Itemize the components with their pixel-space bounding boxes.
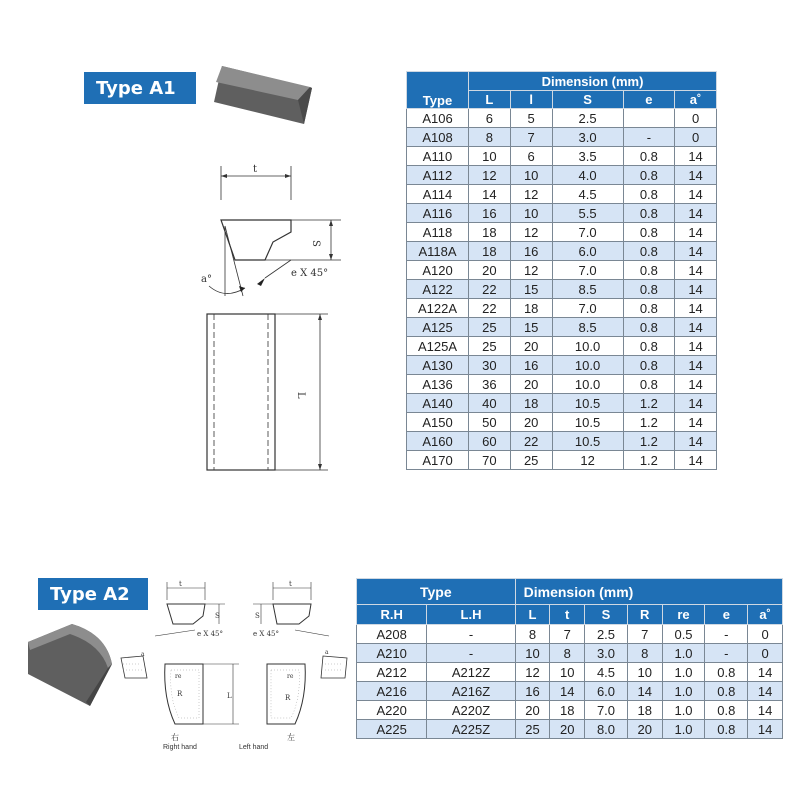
table-row xyxy=(407,280,717,299)
table-cell: 0.8 xyxy=(623,318,675,337)
table-cell: 22 xyxy=(510,432,552,451)
table-cell: A160 xyxy=(407,432,469,451)
type-a1-front-view-drawing xyxy=(200,308,340,478)
table-cell: - xyxy=(705,625,748,644)
table-cell: - xyxy=(705,644,748,663)
table-cell: 0.8 xyxy=(623,242,675,261)
table-cell: 14 xyxy=(675,432,717,451)
table-cell: 4.0 xyxy=(552,166,623,185)
table-row xyxy=(407,413,717,432)
caption-left-hand: Left hand xyxy=(239,744,269,751)
table-cell: A122A xyxy=(407,299,469,318)
table-cell: 14 xyxy=(675,299,717,318)
table-cell: A120 xyxy=(407,261,469,280)
table-row xyxy=(407,204,717,223)
table-cell: A225Z xyxy=(427,720,515,739)
table-cell: 25 xyxy=(510,451,552,470)
table-cell: 12 xyxy=(510,185,552,204)
table-cell: 2.5 xyxy=(552,109,623,128)
dim-re-right-label: re xyxy=(287,673,294,680)
dim-re-left-label: re xyxy=(175,673,182,680)
table-cell: 0.8 xyxy=(623,204,675,223)
dim-a-left-label: a xyxy=(141,651,145,658)
table-cell: 10.0 xyxy=(552,337,623,356)
table-cell: A118A xyxy=(407,242,469,261)
table-cell: 0.8 xyxy=(623,147,675,166)
table-cell: 0.8 xyxy=(705,663,748,682)
table-cell: 1.0 xyxy=(662,720,705,739)
table-cell: 18 xyxy=(627,701,662,720)
table-cell: 1.2 xyxy=(623,413,675,432)
table-cell: 15 xyxy=(510,280,552,299)
table-cell: 10 xyxy=(515,644,550,663)
table-cell: 14 xyxy=(675,375,717,394)
table-cell: - xyxy=(427,644,515,663)
table-row xyxy=(407,375,717,394)
col-dimension-header: Dimension (mm) xyxy=(515,579,782,605)
table-cell: 10 xyxy=(550,663,585,682)
table-cell: 14 xyxy=(675,223,717,242)
table-cell: 0.8 xyxy=(623,356,675,375)
table-cell: 40 xyxy=(469,394,511,413)
dim-s-label: S xyxy=(310,240,321,247)
dim-chamfer-right-label: e X 45° xyxy=(253,630,279,638)
table-cell: 5 xyxy=(510,109,552,128)
table-cell: 14 xyxy=(748,682,783,701)
table-row xyxy=(357,720,783,739)
table-cell: 8 xyxy=(469,128,511,147)
table-row xyxy=(407,242,717,261)
table-cell: 14 xyxy=(627,682,662,701)
table-cell: A210 xyxy=(357,644,427,663)
type-a1-insert-image xyxy=(214,60,320,130)
table-cell: 0 xyxy=(748,625,783,644)
table-row xyxy=(407,128,717,147)
table-cell: 12 xyxy=(515,663,550,682)
table-cell: 3.5 xyxy=(552,147,623,166)
table-cell: A116 xyxy=(407,204,469,223)
table-cell: A220 xyxy=(357,701,427,720)
table-cell: A212 xyxy=(357,663,427,682)
column-header: e xyxy=(705,605,748,625)
dim-t-right-label: t xyxy=(289,580,292,588)
type-a2-insert-image xyxy=(20,620,115,710)
caption-right-hand-cn: 右 xyxy=(171,733,179,742)
column-header: R xyxy=(627,605,662,625)
column-header: l xyxy=(510,91,552,109)
table-cell: 50 xyxy=(469,413,511,432)
table-cell: 14 xyxy=(675,318,717,337)
table-cell: 6 xyxy=(469,109,511,128)
table-cell: 25 xyxy=(469,318,511,337)
table-cell: 12 xyxy=(469,166,511,185)
table-cell: 0 xyxy=(675,128,717,147)
table-cell: 14 xyxy=(675,413,717,432)
table-row xyxy=(407,318,717,337)
table-cell: 14 xyxy=(469,185,511,204)
table-cell: 10.0 xyxy=(552,356,623,375)
caption-left-hand-cn: 左 xyxy=(287,733,295,742)
dim-a-label: a° xyxy=(201,274,212,285)
table-cell: A118 xyxy=(407,223,469,242)
table-cell: 12 xyxy=(510,223,552,242)
type-a2-label: Type A2 xyxy=(38,578,148,610)
table-cell: 6 xyxy=(510,147,552,166)
table-cell: 8.5 xyxy=(552,280,623,299)
table-cell: 8 xyxy=(627,644,662,663)
table-cell: A140 xyxy=(407,394,469,413)
table-row xyxy=(407,356,717,375)
table-cell: 0.8 xyxy=(623,375,675,394)
table-cell: 22 xyxy=(469,299,511,318)
dim-s-left-label: S xyxy=(215,612,220,620)
table-cell: 18 xyxy=(469,223,511,242)
table-cell: 14 xyxy=(675,147,717,166)
table-cell: 7.0 xyxy=(552,299,623,318)
table-cell: A125A xyxy=(407,337,469,356)
table-cell: 7 xyxy=(627,625,662,644)
table-cell: A208 xyxy=(357,625,427,644)
dim-r-left-label: R xyxy=(177,690,183,698)
table-cell: 1.0 xyxy=(662,663,705,682)
table-cell: 5.5 xyxy=(552,204,623,223)
table-cell: 12 xyxy=(510,261,552,280)
table-cell: 7 xyxy=(550,625,585,644)
table-cell: 0.8 xyxy=(623,185,675,204)
table-cell: 0.8 xyxy=(623,261,675,280)
table-cell: 10 xyxy=(510,204,552,223)
table-cell: 0.8 xyxy=(705,682,748,701)
table-cell: A170 xyxy=(407,451,469,470)
table-row xyxy=(407,394,717,413)
column-header: S xyxy=(552,91,623,109)
dim-chamfer-left-label: e X 45° xyxy=(197,630,223,638)
table-cell: 8 xyxy=(550,644,585,663)
table-cell: 7.0 xyxy=(585,701,628,720)
table-cell: 20 xyxy=(510,337,552,356)
table-cell: A108 xyxy=(407,128,469,147)
table-cell: 0.8 xyxy=(623,337,675,356)
table-cell: 20 xyxy=(469,261,511,280)
table-cell: A114 xyxy=(407,185,469,204)
table-cell: 10.5 xyxy=(552,432,623,451)
table-cell: A112 xyxy=(407,166,469,185)
table-cell: 30 xyxy=(469,356,511,375)
table-cell: A110 xyxy=(407,147,469,166)
table-cell: 0.5 xyxy=(662,625,705,644)
table-row xyxy=(357,663,783,682)
table-cell: 10.5 xyxy=(552,413,623,432)
table-cell: 70 xyxy=(469,451,511,470)
column-header: e xyxy=(623,91,675,109)
table-cell: 1.0 xyxy=(662,701,705,720)
table-cell: 36 xyxy=(469,375,511,394)
table-cell: 4.5 xyxy=(585,663,628,682)
table-cell: 22 xyxy=(469,280,511,299)
table-row xyxy=(407,432,717,451)
table-cell: A136 xyxy=(407,375,469,394)
column-header: S xyxy=(585,605,628,625)
table-cell: A122 xyxy=(407,280,469,299)
table-row xyxy=(407,299,717,318)
type-a2-dimension-table xyxy=(356,578,783,739)
table-cell: 14 xyxy=(675,185,717,204)
col-type-header: Type xyxy=(407,72,469,109)
type-a2-drawings xyxy=(115,578,355,753)
table-cell: 20 xyxy=(510,413,552,432)
table-cell: 14 xyxy=(550,682,585,701)
table-row xyxy=(357,644,783,663)
table-cell: 14 xyxy=(748,701,783,720)
table-cell: 25 xyxy=(469,337,511,356)
table-cell: A225 xyxy=(357,720,427,739)
table-cell: 60 xyxy=(469,432,511,451)
table-cell: A130 xyxy=(407,356,469,375)
column-header: t xyxy=(550,605,585,625)
table-cell: 25 xyxy=(515,720,550,739)
dim-s-right-label: S xyxy=(255,612,260,620)
column-header: a˚ xyxy=(675,91,717,109)
table-cell: 20 xyxy=(515,701,550,720)
table-cell: 6.0 xyxy=(552,242,623,261)
dim-t-label: t xyxy=(253,164,258,175)
table-row xyxy=(407,223,717,242)
type-a1-dimension-table xyxy=(406,71,717,470)
table-cell: 10 xyxy=(510,166,552,185)
table-cell: 18 xyxy=(510,299,552,318)
table-cell: 16 xyxy=(469,204,511,223)
table-cell: 8.5 xyxy=(552,318,623,337)
table-cell: 16 xyxy=(510,356,552,375)
dim-l-label: L xyxy=(295,392,306,399)
type-a1-side-view-drawing xyxy=(195,160,375,300)
table-cell: 12 xyxy=(552,451,623,470)
table-cell: 14 xyxy=(675,394,717,413)
column-header: L.H xyxy=(427,605,515,625)
table-cell: 1.2 xyxy=(623,432,675,451)
table-cell: 6.0 xyxy=(585,682,628,701)
table-cell: 14 xyxy=(675,242,717,261)
table-cell: 14 xyxy=(675,261,717,280)
table-row xyxy=(407,261,717,280)
caption-right-hand: Right hand xyxy=(163,744,197,751)
table-row xyxy=(407,451,717,470)
dim-r-right-label: R xyxy=(285,694,291,702)
table-cell: 16 xyxy=(510,242,552,261)
table-cell: 18 xyxy=(550,701,585,720)
table-cell: A216Z xyxy=(427,682,515,701)
table-cell: 1.2 xyxy=(623,451,675,470)
table-row xyxy=(357,625,783,644)
table-cell: 15 xyxy=(510,318,552,337)
table-cell: 8.0 xyxy=(585,720,628,739)
table-row xyxy=(407,185,717,204)
table-cell: A106 xyxy=(407,109,469,128)
table-row xyxy=(357,701,783,720)
table-cell: 20 xyxy=(627,720,662,739)
table-cell: 0.8 xyxy=(623,280,675,299)
table-cell: 1.0 xyxy=(662,682,705,701)
dim-t-left-label: t xyxy=(179,580,182,588)
table-cell: 10.0 xyxy=(552,375,623,394)
table-row xyxy=(407,147,717,166)
column-header: re xyxy=(662,605,705,625)
table-cell: 10 xyxy=(627,663,662,682)
column-header: a˚ xyxy=(748,605,783,625)
table-cell: 14 xyxy=(675,204,717,223)
table-cell: A216 xyxy=(357,682,427,701)
table-cell: 3.0 xyxy=(552,128,623,147)
dim-chamfer-label: e X 45° xyxy=(291,268,329,279)
table-cell: 14 xyxy=(675,280,717,299)
table-cell: 14 xyxy=(675,166,717,185)
column-header: L xyxy=(469,91,511,109)
table-cell: A150 xyxy=(407,413,469,432)
table-cell: 14 xyxy=(675,337,717,356)
dim-l-label: L xyxy=(227,692,232,700)
table-cell: 0.8 xyxy=(705,720,748,739)
table-row xyxy=(407,109,717,128)
column-header: R.H xyxy=(357,605,427,625)
table-cell: 20 xyxy=(510,375,552,394)
col-type-header: Type xyxy=(357,579,516,605)
table-cell: A220Z xyxy=(427,701,515,720)
table-cell: 2.5 xyxy=(585,625,628,644)
table-cell: - xyxy=(427,625,515,644)
table-cell: - xyxy=(623,128,675,147)
table-cell: 14 xyxy=(675,451,717,470)
table-cell: 7 xyxy=(510,128,552,147)
table-cell: 3.0 xyxy=(585,644,628,663)
table-cell: 14 xyxy=(675,356,717,375)
table-cell: 8 xyxy=(515,625,550,644)
table-cell: 14 xyxy=(748,720,783,739)
table-cell: A125 xyxy=(407,318,469,337)
table-row xyxy=(357,682,783,701)
table-cell: 0 xyxy=(748,644,783,663)
table-cell: 0 xyxy=(675,109,717,128)
table-cell: 14 xyxy=(748,663,783,682)
table-cell: 18 xyxy=(510,394,552,413)
table-cell: 10 xyxy=(469,147,511,166)
table-cell: 0.8 xyxy=(705,701,748,720)
table-cell: 0.8 xyxy=(623,166,675,185)
dim-a-right-label: a xyxy=(325,649,329,656)
table-cell: 4.5 xyxy=(552,185,623,204)
column-header: L xyxy=(515,605,550,625)
table-cell: 1.2 xyxy=(623,394,675,413)
table-cell: 0.8 xyxy=(623,223,675,242)
table-cell: A212Z xyxy=(427,663,515,682)
col-dimension-header: Dimension (mm) xyxy=(469,72,717,91)
table-cell xyxy=(623,109,675,128)
table-cell: 7.0 xyxy=(552,261,623,280)
table-cell: 18 xyxy=(469,242,511,261)
table-cell: 20 xyxy=(550,720,585,739)
table-row xyxy=(407,166,717,185)
table-cell: 16 xyxy=(515,682,550,701)
table-row xyxy=(407,337,717,356)
table-cell: 0.8 xyxy=(623,299,675,318)
table-cell: 7.0 xyxy=(552,223,623,242)
table-cell: 1.0 xyxy=(662,644,705,663)
type-a1-label: Type A1 xyxy=(84,72,196,104)
table-cell: 10.5 xyxy=(552,394,623,413)
